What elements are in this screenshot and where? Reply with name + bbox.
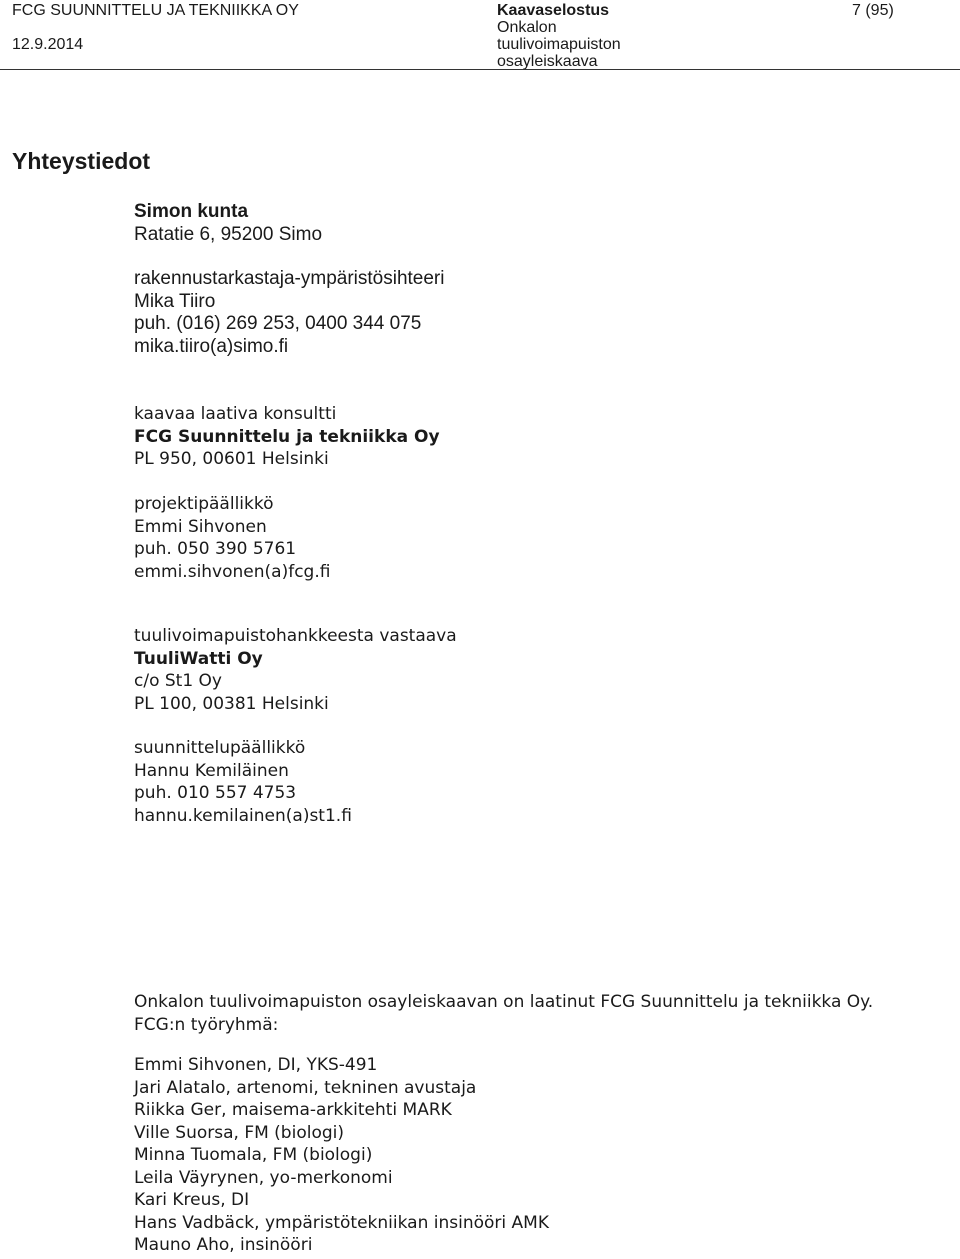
developer-address: PL 100, 00381 Helsinki [134,693,329,714]
team-member: Ville Suorsa, FM (biologi) [134,1122,344,1143]
planning-manager-block [134,737,352,827]
planning-manager-email: hannu.kemilainen(a)st1.fi [134,805,352,826]
planning-manager-name: Hannu Kemiläinen [134,760,289,781]
consultant-role: kaavaa laativa konsultti [134,404,337,424]
page-header [0,0,960,70]
inspector-block [134,268,444,358]
project-manager-block [134,493,330,583]
team-member: Riikka Ger, maisema-arkkitehti MARK [134,1100,452,1120]
project-manager-email: emmi.sihvonen(a)fcg.fi [134,561,331,582]
consultant-company: FCG Suunnittelu ja tekniikka Oy [134,426,440,447]
team-member: Jari Alatalo, artenomi, tekninen avustaja [134,1077,477,1098]
page-number: 7 (95) [852,2,894,19]
team-member: Emmi Sihvonen, DI, YKS-491 [134,1055,378,1075]
team-member: Minna Tuomala, FM (biologi) [134,1145,373,1165]
developer-care-of: c/o St1 Oy [134,671,222,691]
developer-company: TuuliWatti Oy [134,648,263,669]
inspector-role: rakennustarkastaja-ympäristösihteeri [134,268,445,289]
team-intro-block [134,991,873,1036]
municipality-block [134,201,322,246]
team-member-list [134,1054,549,1257]
project-manager-role: projektipäällikkö [134,494,274,514]
project-manager-phone: puh. 050 390 5761 [134,539,297,559]
team-label: FCG:n työryhmä: [134,1014,279,1035]
project-name-line-2: tuulivoimapuiston [497,36,621,53]
planning-manager-phone: puh. 010 557 4753 [134,783,297,803]
team-member: Kari Kreus, DI [134,1190,250,1210]
consultant-address: PL 950, 00601 Helsinki [134,449,329,469]
inspector-name: Mika Tiiro [134,290,216,312]
page-title: Yhteystiedot [12,148,151,174]
project-name-line-3: osayleiskaava [497,53,598,70]
project-name-line-1: Onkalon [497,19,557,36]
consultant-block [134,403,440,471]
planning-manager-role: suunnittelupäällikkö [134,738,306,758]
document-date: 12.9.2014 [12,36,84,53]
team-member: Mauno Aho, insinööri [134,1235,313,1255]
header-divider [0,69,960,70]
inspector-email: mika.tiiro(a)simo.fi [134,335,289,357]
company-name: FCG SUUNNITTELU JA TEKNIIKKA OY [12,2,299,19]
developer-block [134,625,457,715]
developer-role: tuulivoimapuistohankkeesta vastaava [134,626,457,646]
inspector-phone: puh. (016) 269 253, 0400 344 075 [134,313,422,334]
project-manager-name: Emmi Sihvonen [134,516,267,537]
team-intro: Onkalon tuulivoimapuiston osayleiskaavan on laatinut FCG Suunnittelu ja tekniikka Oy. [134,992,874,1012]
team-member: Hans Vadbäck, ympäristötekniikan insinööri AMK [134,1212,549,1233]
document-type: Kaavaselostus [497,2,610,19]
municipality-address: Ratatie 6, 95200 Simo [134,223,323,245]
municipality-name: Simon kunta [134,201,249,222]
team-member: Leila Väyrynen, yo-merkonomi [134,1167,393,1188]
